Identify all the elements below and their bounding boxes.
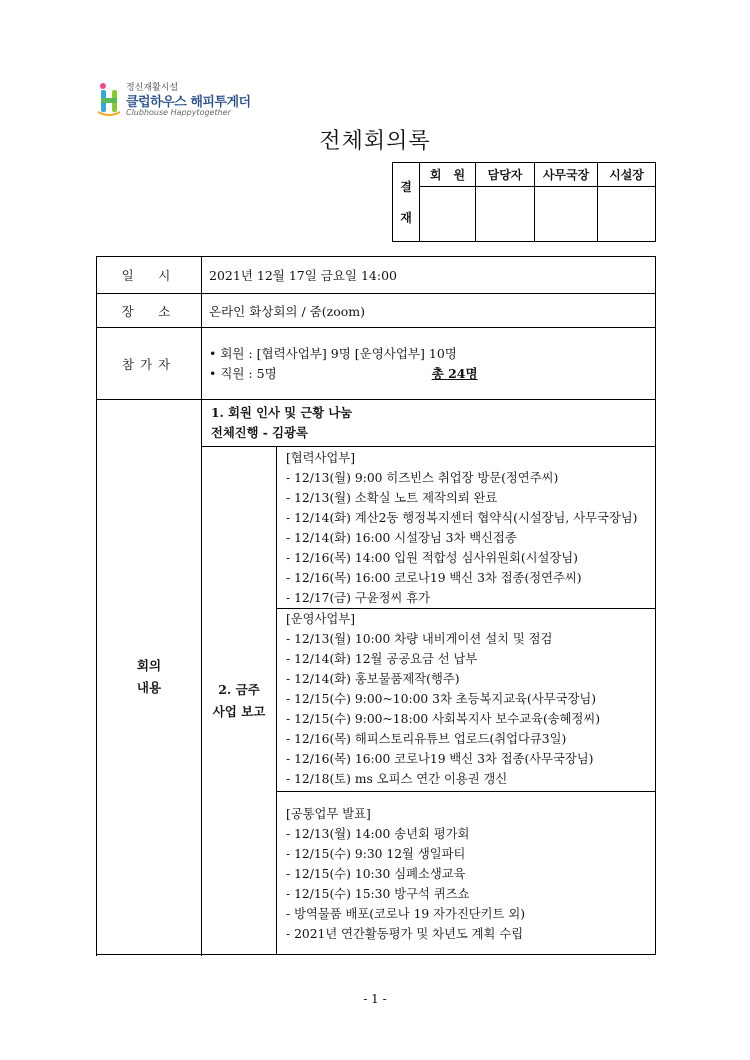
- section1-host: 전체진행 - 김광록: [211, 425, 308, 440]
- date-label: 일 시: [97, 257, 202, 294]
- approval-sign-secretary: [535, 187, 598, 242]
- date-value: 2021년 12월 17일 금요일 14:00: [202, 257, 656, 294]
- attendees-label: 참가자: [97, 328, 202, 400]
- approval-col-director: 시설장: [598, 163, 656, 187]
- section1: [202, 400, 656, 447]
- page-title: 전체회의록: [319, 129, 431, 154]
- attendees-line-1: • 회원 : [협력사업부] 9명 [운영사업부] 10명: [209, 345, 457, 361]
- list-item: - 12/13(월) 소확실 노트 제작의뢰 완료: [286, 491, 498, 505]
- list-item: - 12/13(월) 10:00 차량 내비게이션 설치 및 점검: [286, 632, 553, 646]
- approval-col-secretary: 사무국장: [535, 163, 598, 187]
- list-item: - 12/17(금) 구윤정씨 휴가: [286, 591, 431, 605]
- list-item: - 12/13(월) 14:00 송년회 평가회: [286, 827, 470, 841]
- list-item: - 2021년 연간활동평가 및 차년도 계획 수립: [286, 927, 524, 941]
- list-item: - 12/13(월) 9:00 히즈빈스 취업장 방문(정연주씨): [286, 471, 559, 485]
- ops-block: [277, 609, 655, 792]
- list-item: - 12/16(목) 16:00 코로나19 백신 3차 접종(사무국장님): [286, 752, 594, 766]
- common-block: [277, 792, 655, 954]
- place-label: 장 소: [97, 294, 202, 328]
- list-item: - 12/16(목) 해피스토리유튜브 업로드(취업다큐3일): [286, 732, 567, 746]
- coop-header: [협력사업부]: [286, 451, 355, 465]
- approval-sign-manager: [476, 187, 535, 242]
- attendees-value: [202, 328, 656, 400]
- coop-block: [277, 447, 655, 609]
- approval-table: [392, 162, 656, 242]
- attendees-line-2: • 직원 : 5명 총 24명: [209, 365, 478, 381]
- list-item: - 12/15(수) 9:00~10:00 3차 초등복지교육(사무국장님): [286, 692, 597, 706]
- section2-label: 2. 금주 사업 보고: [202, 447, 277, 955]
- approval-sign-director: [598, 187, 656, 242]
- list-item: - 12/14(화) 16:00 시설장님 3차 백신접종: [286, 531, 517, 545]
- section1-title: 1. 회원 인사 및 근황 나눔: [211, 405, 353, 420]
- logo-subtitle: 정신재활시설: [126, 83, 179, 93]
- ops-header: [운영사업부]: [286, 612, 355, 626]
- approval-label: 결 재: [393, 163, 420, 242]
- common-header: [공통업무 발표]: [286, 807, 371, 821]
- content-label: 회의 내용: [97, 400, 202, 955]
- approval-sign-member: [420, 187, 476, 242]
- h-logo-icon: [98, 82, 120, 116]
- approval-col-member: 회 원: [420, 163, 476, 187]
- list-item: - 12/18(토) ms 오피스 연간 이용권 갱신: [286, 772, 508, 786]
- page-number: - 1 -: [363, 992, 387, 1006]
- list-item: - 12/15(수) 15:30 방구석 퀴즈쇼: [286, 887, 470, 901]
- place-value: 온라인 화상회의 / 줌(zoom): [202, 294, 656, 328]
- list-item: - 12/14(화) 홍보물품제작(행주): [286, 672, 460, 686]
- list-item: - 12/16(목) 14:00 입원 적합성 심사위원회(시설장님): [286, 551, 578, 565]
- clubhouse-logo: [98, 80, 258, 120]
- attendees-total: 총 24명: [431, 365, 478, 381]
- list-item: - 방역물품 배포(코로나 19 자가진단키트 외): [286, 907, 526, 921]
- list-item: - 12/16(목) 16:00 코로나19 백신 3차 접종(정연주씨): [286, 571, 582, 585]
- approval-col-manager: 담당자: [476, 163, 535, 187]
- list-item: - 12/15(수) 9:00~18:00 사회복지사 보수교육(송혜정씨): [286, 712, 601, 726]
- logo-name: 클럽하우스 해피투게더: [126, 95, 251, 110]
- list-item: - 12/15(수) 9:30 12월 생일파티: [286, 847, 466, 861]
- list-item: - 12/14(화) 계산2동 행정복지센터 협약식(시설장님, 사무국장님): [286, 511, 638, 525]
- minutes-table: [96, 256, 656, 955]
- section2-reports: [277, 447, 656, 955]
- list-item: - 12/15(수) 10:30 심폐소생교육: [286, 867, 466, 881]
- logo-english: Clubhouse Happytogether: [126, 108, 231, 117]
- list-item: - 12/14(화) 12월 공공요금 선 납부: [286, 652, 478, 666]
